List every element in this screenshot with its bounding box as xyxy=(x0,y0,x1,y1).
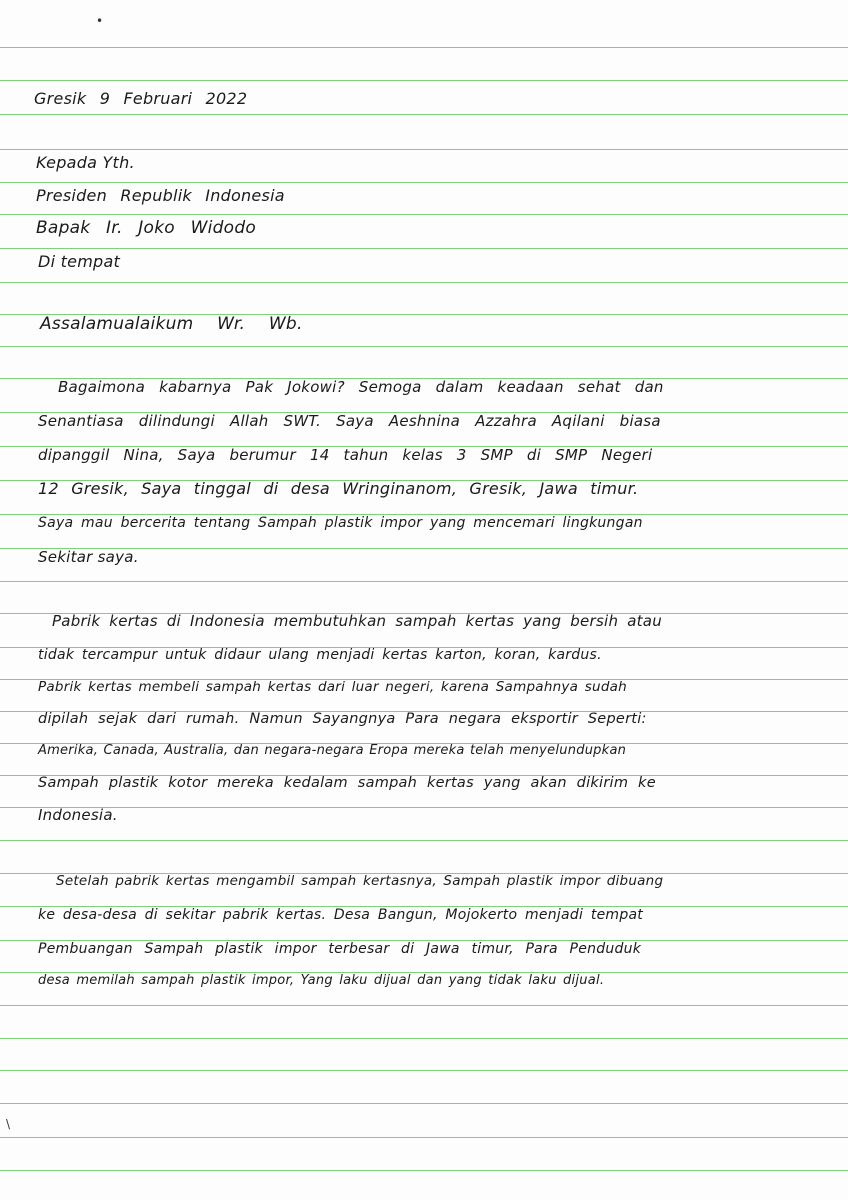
paragraph-2-line-2: tidak tercampur untuk didaur ulang menjadi kertas karton, koran, kardus. xyxy=(38,647,602,663)
paragraph-1-line-6: Sekitar saya. xyxy=(38,548,139,566)
ruled-line xyxy=(0,581,848,582)
paragraph-line xyxy=(0,372,848,406)
paragraph-1-line-2: Senantiasa dilindungi Allah SWT. Saya Aeshnina Azzahra Aqilani biasa xyxy=(38,412,661,430)
paragraph-3-line-3: Pembuangan Sampah plastik impor terbesar di Jawa timur, Para Penduduk xyxy=(38,941,642,957)
paragraph-line xyxy=(0,704,848,738)
ruled-line xyxy=(0,346,848,347)
paragraph-line xyxy=(0,640,848,674)
recipient-row xyxy=(0,213,848,247)
ruled-line xyxy=(0,47,848,48)
recipient-line: Di tempat xyxy=(38,252,121,271)
paper-dot-top: • xyxy=(96,14,104,28)
paragraph-line xyxy=(0,474,848,508)
recipient-line: Kepada Yth. xyxy=(36,153,135,172)
paragraph-1-line-3: dipanggil Nina, Saya berumur 14 tahun kelas 3 SMP di SMP Negeri xyxy=(38,446,653,464)
recipient-line: Presiden Republik Indonesia xyxy=(36,186,285,205)
ruled-line xyxy=(0,1070,848,1071)
paragraph-line xyxy=(0,542,848,576)
paragraph-3-line-2: ke desa-desa di sekitar pabrik kertas. Desa Bangun, Mojokerto menjadi tempat xyxy=(38,907,644,923)
paragraph-line xyxy=(0,966,848,1000)
ruled-line xyxy=(0,282,848,283)
ruled-line xyxy=(0,1170,848,1171)
ruled-line xyxy=(0,80,848,81)
paragraph-2-line-6: Sampah plastik kotor mereka kedalam sampah kertas yang akan dikirim ke xyxy=(38,775,656,791)
paragraph-2-line-5: Amerika, Canada, Australia, dan negara-negara Eropa mereka telah menyelundupkan xyxy=(38,743,627,758)
paragraph-line xyxy=(0,440,848,474)
recipient-row xyxy=(0,148,848,182)
paragraph-line xyxy=(0,736,848,770)
paragraph-line xyxy=(0,768,848,802)
paragraph-1-line-1: Bagaimona kabarnya Pak Jokowi? Semoga dalam keadaan sehat dan xyxy=(58,378,664,396)
paragraph-line xyxy=(0,672,848,706)
date-line-row xyxy=(0,84,848,118)
paragraph-1-line-4: 12 Gresik, Saya tinggal di desa Wringinanom, Gresik, Jawa timur. xyxy=(38,479,639,498)
paragraph-line xyxy=(0,800,848,834)
recipient-row xyxy=(0,181,848,215)
paragraph-line xyxy=(0,606,848,640)
greeting-row xyxy=(0,309,848,343)
greeting: Assalamualaikum Wr. Wb. xyxy=(40,314,303,334)
date-line: Gresik 9 Februari 2022 xyxy=(34,89,248,108)
paragraph-2-line-4: dipilah sejak dari rumah. Namun Sayangnya Para negara eksportir Seperti: xyxy=(38,711,647,727)
recipient-row xyxy=(0,247,848,281)
ruled-line xyxy=(0,1005,848,1006)
recipient-line: Bapak Ir. Joko Widodo xyxy=(36,218,257,238)
paragraph-3-line-4: desa memilah sampah plastik impor, Yang laku dijual dan yang tidak laku dijual. xyxy=(38,973,605,988)
paragraph-1-line-5: Saya mau bercerita tentang Sampah plastik impor yang mencemari lingkungan xyxy=(38,515,643,531)
paragraph-line xyxy=(0,900,848,934)
paper-tick-bottom-left: \ xyxy=(6,1117,11,1131)
paragraph-2-line-3: Pabrik kertas membeli sampah kertas dari luar negeri, karena Sampahnya sudah xyxy=(38,679,627,695)
paragraph-line xyxy=(0,934,848,968)
paragraph-line xyxy=(0,508,848,542)
paragraph-3-line-1: Setelah pabrik kertas mengambil sampah kertasnya, Sampah plastik impor dibuang xyxy=(56,873,664,889)
paragraph-2-line-1: Pabrik kertas di Indonesia membutuhkan sampah kertas yang bersih atau xyxy=(52,612,662,630)
ruled-line xyxy=(0,840,848,841)
paragraph-line xyxy=(0,406,848,440)
ruled-line xyxy=(0,1103,848,1104)
paragraph-2-line-7: Indonesia. xyxy=(38,806,118,824)
paragraph-line xyxy=(0,866,848,900)
ruled-line xyxy=(0,1038,848,1039)
ruled-line xyxy=(0,1137,848,1138)
